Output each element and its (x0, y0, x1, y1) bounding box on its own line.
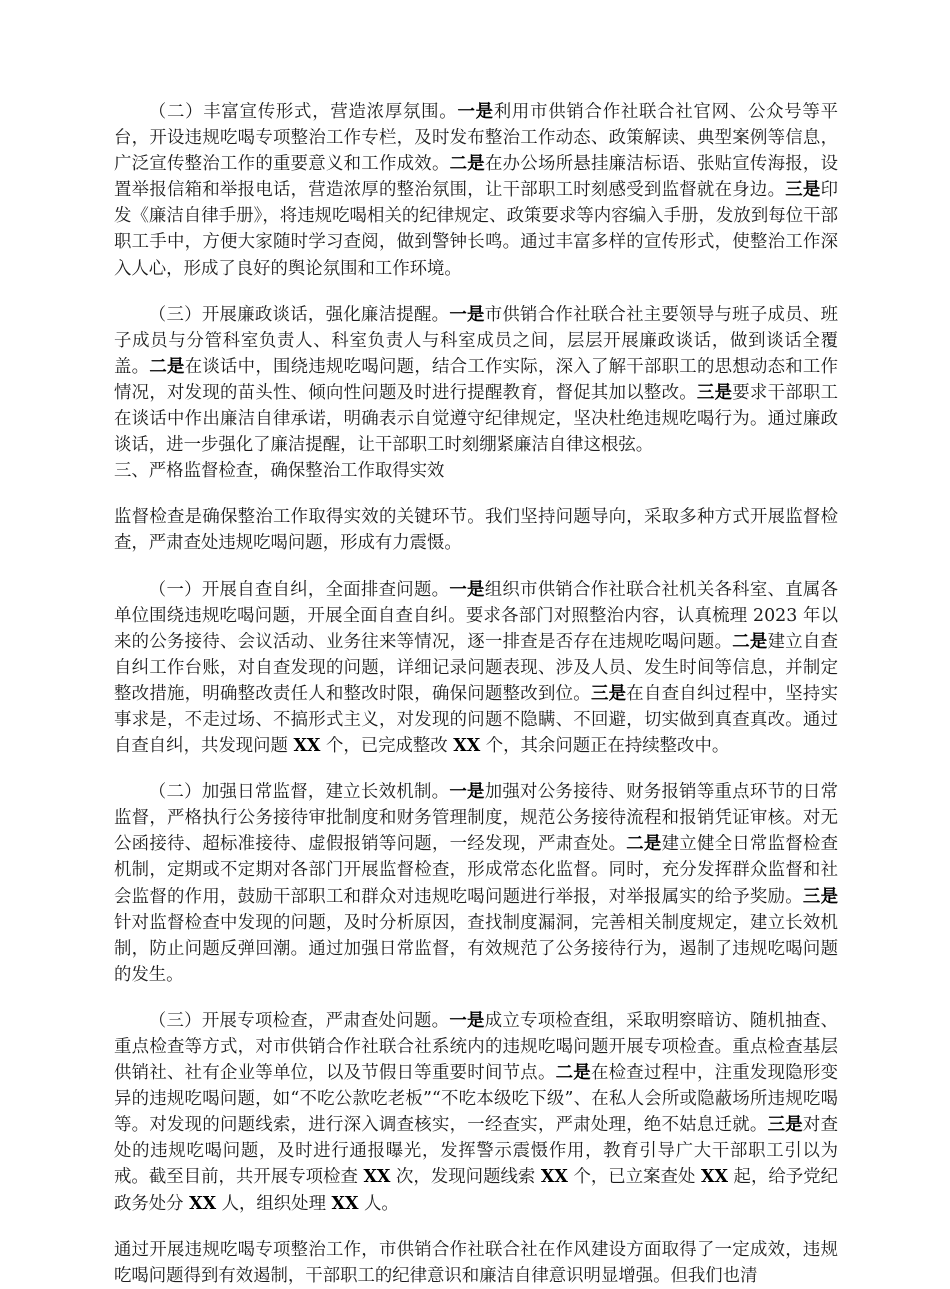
text-run: 个，其余问题正在持续整改中。 (480, 736, 730, 757)
emphasis-text: 三是 (802, 886, 838, 907)
text-run: 在检查过程中，注重发现隐形变异的违规吃喝问题，如“不吃公款吃老板”“不吃本级吃下级”、在私人会所或隐蔽场所违规吃喝等。对发现的问题线索，进行深入调查核实，一经查实，严肃处理，绝不姑息迁就。 (114, 1063, 838, 1136)
emphasis-text: XX (540, 1167, 568, 1188)
text-run: （二）丰富宣传形式，营造浓厚氛围。 (148, 102, 458, 122)
emphasis-text: 一是 (449, 579, 485, 600)
text-run: （一）开展自查自纠，全面排查问题。 (148, 579, 450, 600)
text-run: 加强对公务接待、财务报销等重点环节的日常监督，严格执行公务接待审批制度和财务管理制度，规范公务接待流程和报销凭证审核。对无公函接待、超标准接待、虚假报销等问题，一经发现，严肃查处。 (114, 782, 838, 855)
body-paragraph (114, 1237, 838, 1289)
text-run: 通过开展违规吃喝专项整治工作，市供销合作社联合社在作风建设方面取得了一定成效，违规吃喝问题得到有效遏制，干部职工的纪律意识和廉洁自律意识明显增强。但我们也清 (114, 1239, 838, 1286)
emphasis-text: 二是 (732, 631, 768, 652)
emphasis-text: XX (700, 1167, 728, 1188)
emphasis-text: 一是 (449, 304, 485, 325)
emphasis-text: 一是 (457, 102, 494, 122)
emphasis-text: 二是 (149, 356, 185, 377)
emphasis-text: XX (453, 736, 481, 757)
emphasis-text: 一是 (449, 1010, 485, 1031)
emphasis-text: 三是 (785, 180, 821, 201)
body-paragraph (114, 1008, 838, 1217)
text-run: 利用市供销合作社联合社官网、公众号等平台，开设违规吃喝专项整治工作专栏，及时发布整治工作动态、政策解读、典型案例等信息，广泛宣传整治工作的重要意义和工作成效。 (114, 102, 838, 175)
text-run: 针对监督检查中发现的问题，及时分析原因，查找制度漏洞，完善相关制度规定，建立长效机制，防止问题反弹回潮。通过加强日常监督，有效规范了公务接待行为，遏制了违规吃喝问题的发生。 (114, 912, 838, 985)
body-paragraph (114, 504, 838, 556)
body-paragraph (114, 577, 838, 760)
text-run: 成立专项检查组，采取明察暗访、随机抽查、重点检查等方式，对市供销合作社联合社系统内的违规吃喝问题开展专项检查。重点检查基层供销社、社有企业等单位，以及节假日等重要时间节点。 (114, 1010, 838, 1084)
text-run: 建立健全日常监督检查机制，定期或不定期对各部门开展监督检查，形成常态化监督。同时，充分发挥群众监督和社会监督的作用，鼓励干部职工和群众对违规吃喝问题进行举报，对举报属实的给予奖励。 (114, 834, 838, 907)
emphasis-text: 三是 (767, 1115, 803, 1136)
emphasis-text: XX (331, 1193, 359, 1214)
text-run: 起，给予党纪政务处分 (114, 1167, 839, 1214)
body-paragraph (114, 779, 838, 988)
body-paragraph (114, 99, 838, 282)
emphasis-text: 一是 (449, 782, 485, 803)
text-run: 三、严格监督检查，确保整治工作取得实效 (114, 461, 445, 482)
emphasis-text: 二是 (555, 1063, 591, 1084)
emphasis-text: 三是 (590, 683, 627, 704)
emphasis-text: 二是 (626, 834, 662, 855)
emphasis-text: XX (293, 736, 321, 757)
text-run: 印发《廉洁自律手册》，将违规吃喝相关的纪律规定、政策要求等内容编入手册，发放到每位干部职工手中，方便大家随时学习查阅，做到警钟长鸣。通过丰富多样的宣传形式，使整治工作深入人心，形成了良好的舆论氛围和工作环境。 (114, 180, 838, 279)
text-run: 组织市供销合作社联合社机关各科室、直属各单位围绕违规吃喝问题，开展全面自查自纠。要求各部门对照整治内容，认真梳理 2023 年以来的公务接待、会议活动、业务往来等情况，逐一排查是否存在违规吃喝问题。 (114, 579, 838, 652)
text-run: 监督检查是确保整治工作取得实效的关键环节。我们坚持问题导向，采取多种方式开展监督检查，严肃查处违规吃喝问题，形成有力震慑。 (114, 507, 838, 554)
text-run: 人。 (358, 1193, 399, 1214)
text-run: 个，已立案查处 (567, 1167, 701, 1188)
text-run: （三）开展专项检查，严肃查处问题。 (148, 1010, 450, 1031)
emphasis-text: XX (363, 1167, 391, 1188)
section-heading (114, 458, 838, 484)
text-run: 在谈话中，围绕违规吃喝问题，结合工作实际，深入了解干部职工的思想动态和工作情况，对发现的苗头性、倾向性问题及时进行提醒教育，督促其加以整改。 (114, 356, 838, 403)
text-run: 对查处的违规吃喝问题，及时进行通报曝光，发挥警示震慑作用，教育引导广大干部职工引以为戒。截至目前，共开展专项检查 (114, 1115, 838, 1188)
emphasis-text: 二是 (449, 154, 485, 175)
emphasis-text: XX (189, 1193, 217, 1214)
text-run: 在办公场所悬挂廉洁标语、张贴宣传海报，设置举报信箱和举报电话，营造浓厚的整治氛围，让干部职工时刻感受到监督就在身边。 (114, 154, 838, 201)
text-run: （三）开展廉政谈话，强化廉洁提醒。 (148, 304, 450, 325)
text-run: 个，已完成整改 (320, 736, 454, 757)
text-run: 在自查自纠过程中，坚持实事求是，不走过场、不搞形式主义，对发现的问题不隐瞒、不回避，切实做到真查真改。通过自查自纠，共发现问题 (114, 683, 838, 757)
text-run: 市供销合作社联合社主要领导与班子成员、班子成员与分管科室负责人、科室负责人与科室成员之间，层层开展廉政谈话，做到谈话全覆盖。 (114, 304, 838, 377)
emphasis-text: 三是 (696, 382, 733, 403)
document-body (114, 99, 838, 1289)
text-run: 人，组织处理 (216, 1193, 332, 1214)
text-run: 要求干部职工在谈话中作出廉洁自律承诺，明确表示自觉遵守纪律规定，坚决杜绝违规吃喝行为。通过廉政谈话，进一步强化了廉洁提醒，让干部职工时刻绷紧廉洁自律这根弦。 (114, 382, 838, 456)
text-run: 建立自查自纠工作台账，对自查发现的问题，详细记录问题表现、涉及人员、发生时间等信息，并制定整改措施，明确整改责任人和整改时限，确保问题整改到位。 (114, 631, 838, 704)
body-paragraph (114, 302, 838, 459)
text-run: （二）加强日常监督，建立长效机制。 (148, 782, 450, 803)
text-run: 次，发现问题线索 (390, 1167, 541, 1188)
